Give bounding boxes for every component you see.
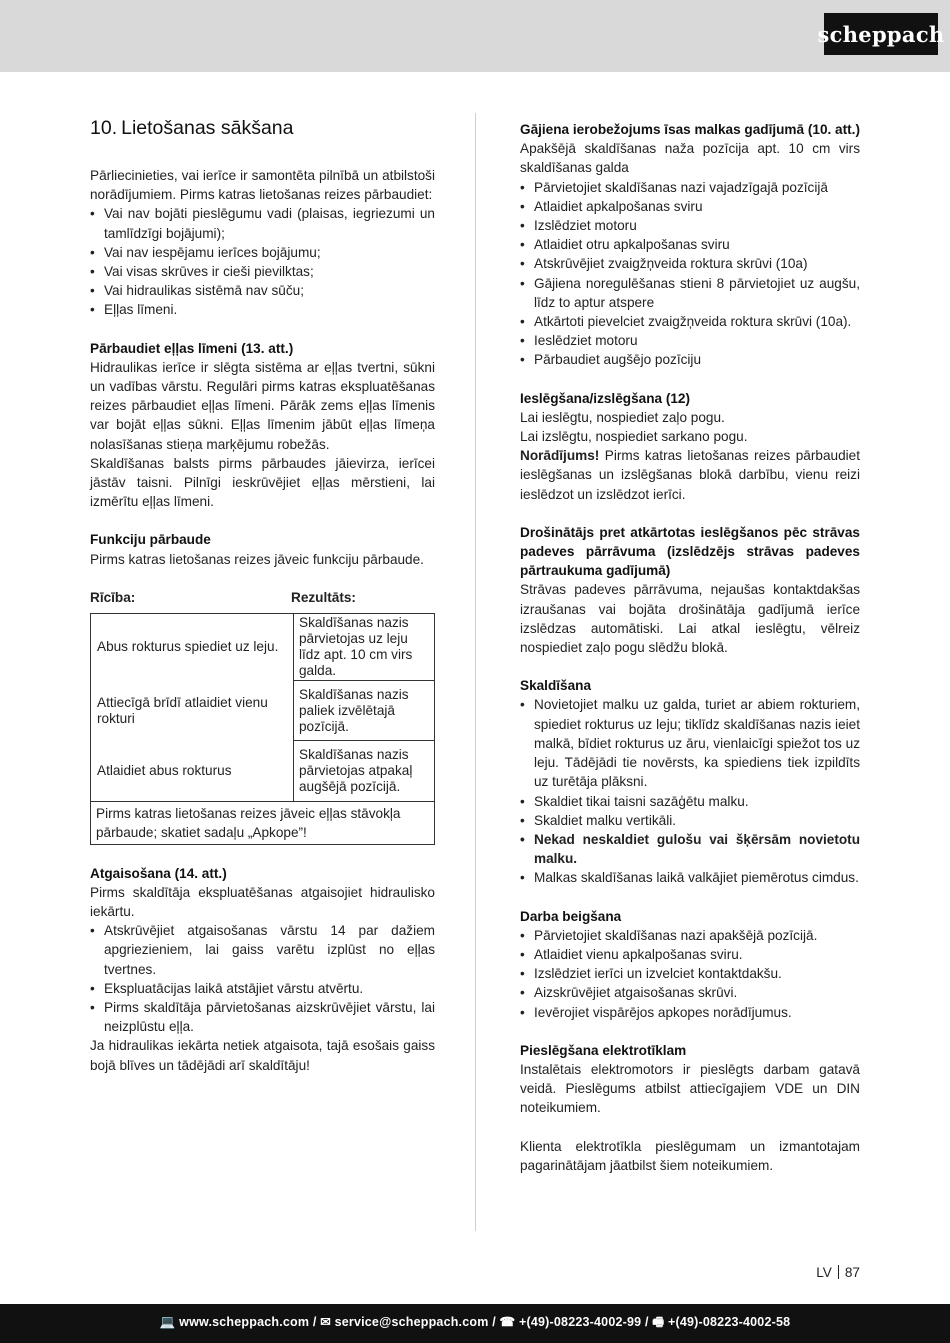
list-item: • Pārbaudiet augšējo pozīciju [520,350,860,369]
list-item: • Gājiena noregulēšanas stieni 8 pārvietojiet uz augšu, līdz to aptur atspere [520,274,860,312]
page-number-separator [838,1265,839,1279]
list-item: • Malkas skaldīšanas laikā valkājiet piemērotus cimdus. [520,868,860,887]
list-item: • Atskrūvējiet zvaigžņveida roktura skrūvi (10a) [520,254,860,273]
list-item: • Vai nav bojāti pieslēgumu vadi (plaisas, iegriezumi un tamlīdzīgi bojājumi); [90,204,435,242]
oil-paragraph-1: Hidraulikas ierīce ir slēgta sistēma ar eļļas tvertni, sūkni un vadības vārstu. Regulāri pirms katras ekspluatēšanas reizes pārbaudiet eļļas līmeni. Pārāk zems eļļas līmenis var bojāt eļļas sūkni. Eļļas līmenim jābūt eļļas līmeņa nolasīšanas stieņa marķējumu robežās. [90,359,435,452]
section-title [90,115,435,141]
check-list [90,204,435,319]
column-header-result: Rezultāts: [291,589,356,605]
function-heading: Funkciju pārbaude [90,532,211,548]
power-paragraph-1: Instalētais elektromotors ir pieslēgts darbam gatavā veidā. Pieslēgums atbilst attiecīgajiem VDE un DIN noteikumiem. [520,1061,860,1116]
section-number: 10. [90,117,118,139]
switch-heading: Ieslēgšana/izslēgšana (12) [520,390,691,406]
list-item-warning: • Nekad neskaldiet gulošu vai šķērsām novietotu malku. [520,830,860,868]
splitting-heading: Skaldīšana [520,678,592,694]
list-item: • Atlaidiet apkalpošanas sviru [520,197,860,216]
table-row [91,801,435,844]
page-footer: 💻 www.scheppach.com / ✉ service@scheppach.com / ☎ +(49)-08223-4002-99 / 🖷 +(49)-08223-4002-58 [0,1304,950,1343]
language-code: LV [816,1265,832,1280]
list-item: • Vai nav iespējamu ierīces bojājumu; [90,243,435,262]
result-cell: Skaldīšanas nazis pārvietojas uz leju līdz apt. 10 cm virs galda. [294,614,435,681]
column-divider [475,113,476,1231]
scheppach-logo: scheppach [824,13,938,55]
stroke-limit-heading: Gājiena ierobežojums īsas malkas gadījumā (10. att.) [520,122,860,137]
list-item: • Skaldiet tikai taisni sazāģētu malku. [520,792,860,811]
action-cell: Atlaidiet abus rokturus [91,741,294,802]
list-item: • Ievērojiet vispārējos apkopes norādījumus. [520,1003,860,1022]
intro-paragraph: Pārliecinieties, vai ierīce ir samontēta pilnībā un atbilstoši norādījumiem. Pirms katras lietošanas reizes pārbaudiet: [90,168,435,203]
list-item: • Skaldiet malku vertikāli. [520,811,860,830]
list-item: • Atlaidiet otru apkalpošanas sviru [520,235,860,254]
table-footer-note: Pirms katras lietošanas reizes jāveic eļļas stāvokļa pārbaude; skatiet sadaļu „Apkope”! [91,801,435,844]
list-item: • Vai hidraulikas sistēmā nav sūču; [90,281,435,300]
result-cell: Skaldīšanas nazis pārvietojas atpakaļ augšējā pozīcijā. [294,741,435,802]
function-paragraph: Pirms katras lietošanas reizes jāveic funkciju pārbaude. [90,551,424,567]
list-item: • Vai visas skrūves ir cieši pievilktas; [90,262,435,281]
list-item: • Pārvietojiet skaldīšanas nazi apakšējā pozīcijā. [520,926,860,945]
function-check-table [90,613,435,845]
table-row [91,681,435,741]
stroke-limit-intro: Apakšējā skaldīšanas naža pozīcija apt. 10 cm virs skaldīšanas galda [520,141,860,176]
note-label: Norādījums! [520,448,600,464]
end-work-list [520,926,860,1022]
action-cell: Abus rokturus spiediet uz leju. [91,614,294,681]
venting-heading: Atgaisošana (14. att.) [90,865,227,881]
oil-paragraph-2: Skaldīšanas balsts pirms pārbaudes jāievirza, ierīcei jāstāv taisni. Pilnīgi ieskrūvējiet eļļas mērstieni, lai izmērītu eļļas līmeni. [90,455,435,510]
oil-heading: Pārbaudiet eļļas līmeni (13. att.) [90,340,294,356]
power-heading: Pieslēgšana elektrotīklam [520,1042,687,1058]
page-header [0,0,950,72]
right-column [520,120,860,1175]
action-cell: Attiecīgā brīdī atlaidiet vienu rokturi [91,681,294,741]
list-item: • Izslēdziet motoru [520,216,860,235]
list-item: • Pirms skaldītāja pārvietošanas aizskrūvējiet vārstu, lai neizplūstu eļļa. [90,998,435,1036]
venting-list [90,921,435,1036]
end-work-heading: Darba beigšana [520,908,622,924]
list-item: • Atlaidiet vienu apkalpošanas sviru. [520,945,860,964]
restart-protection-paragraph: Strāvas padeves pārrāvuma, nejaušas kontaktdakšas izraušanas vai bojāta drošinātāja gadījumā ierīce izslēdzas automātiski. Lai atkal ieslēgtu, vēlreiz nospiediet zaļo pogu slēdžu blokā. [520,582,860,656]
list-item: • Ieslēdziet motoru [520,331,860,350]
list-item: • Pārvietojiet skaldīšanas nazi vajadzīgajā pozīcijā [520,178,860,197]
splitting-list [520,695,860,887]
stroke-limit-list [520,178,860,370]
table-row [91,614,435,681]
column-header-action: Rīcība: [90,589,136,605]
list-item: • Atskrūvējiet atgaisošanas vārstu 14 par dažiem apgriezieniem, lai gaiss varētu izplūst no eļļas tvertnes. [90,921,435,979]
left-column [90,115,435,1075]
note-paragraph [520,446,860,504]
list-item: • Novietojiet malku uz galda, turiet ar abiem rokturiem, spiediet rokturus uz leju; tiklīdz skaldīšanas nazis ieiet malkā, bīdiet rokturus uz āru, vienlaicīgi spiežot tos uz leju. Tādējādi tie novērsts, ka spiediens tiek izpildīts uz turētāja plāksni. [520,695,860,791]
venting-intro: Pirms skaldītāja ekspluatēšanas atgaisojiet hidraulisko iekārtu. [90,884,435,919]
page-number [816,1265,860,1280]
table-header [90,588,435,607]
section-title-text: Lietošanas sākšana [121,117,294,139]
venting-outro: Ja hidraulikas iekārta netiek atgaisota, tajā esošais gaiss bojā blīves un tādējādi arī skaldītāju! [90,1038,435,1073]
list-item: • Aizskrūvējiet atgaisošanas skrūvi. [520,983,860,1002]
list-item: • Ekspluatācijas laikā atstājiet vārstu atvērtu. [90,979,435,998]
switch-on-text: Lai ieslēgtu, nospiediet zaļo pogu. [520,409,725,425]
list-item: • Eļļas līmeni. [90,300,435,319]
switch-off-text: Lai izslēgtu, nospiediet sarkano pogu. [520,429,748,445]
list-item: • Izslēdziet ierīci un izvelciet kontaktdakšu. [520,964,860,983]
note-text: Pirms katras lietošanas reizes pārbaudiet ieslēgšanas un izslēgšanas blokā darbību, vienu reizi ieslēdzot un izslēdzot ierīci. [520,448,860,502]
list-item: • Atkārtoti pievelciet zvaigžņveida roktura skrūvi (10a). [520,312,860,331]
restart-protection-heading: Drošinātājs pret atkārtotas ieslēgšanos pēc strāvas padeves pārrāvuma (izslēdzējs strāvas padeves pārtraukuma gadījumā) [520,524,860,579]
result-cell: Skaldīšanas nazis paliek izvēlētajā pozīcijā. [294,681,435,741]
table-row [91,741,435,802]
page-number-value: 87 [844,1265,860,1280]
power-paragraph-2: Klienta elektrotīkla pieslēgumam un izmantotajam pagarinātājam jāatbilst šiem noteikumiem. [520,1138,860,1173]
